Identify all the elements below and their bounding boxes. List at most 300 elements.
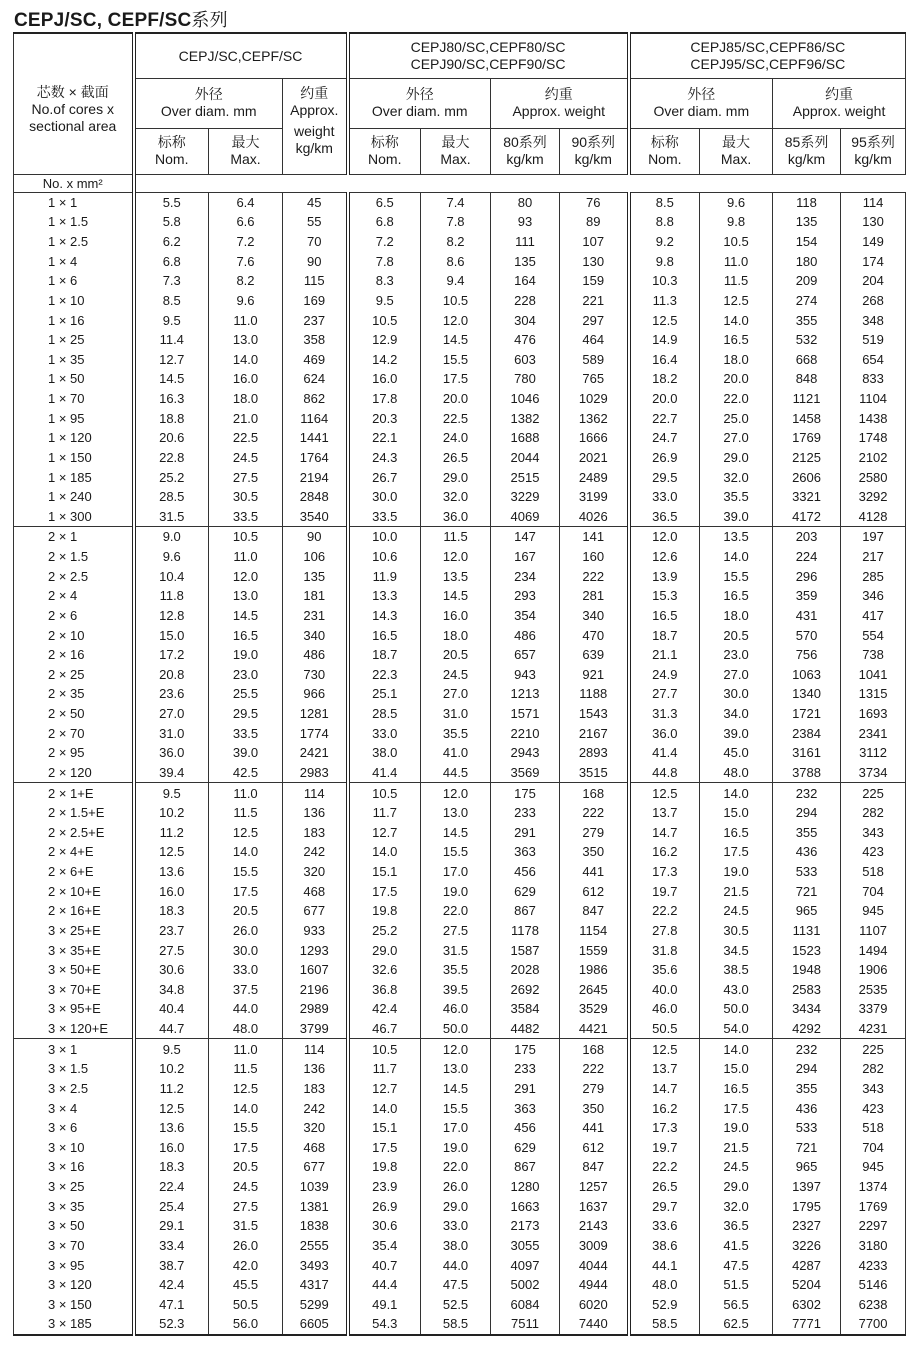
value-cell: 3229: [491, 487, 560, 507]
value-cell: 17.5: [348, 1138, 421, 1158]
cores-cell: 1 × 35: [14, 350, 134, 370]
value-cell: 26.7: [348, 467, 421, 487]
value-cell: 1693: [841, 704, 906, 724]
g2-max-cn: 最大: [441, 134, 470, 150]
value-cell: 29.0: [700, 1177, 773, 1197]
cores-cell: 1 × 4: [14, 251, 134, 271]
group1-header: CEPJ/SC,CEPF/SC: [134, 33, 348, 78]
value-cell: 16.0: [134, 1138, 209, 1158]
value-cell: 1906: [841, 960, 906, 980]
value-cell: 945: [841, 1157, 906, 1177]
value-cell: 441: [560, 862, 629, 882]
group2-header-line1: CEPJ80/SC,CEPF80/SC: [410, 38, 566, 55]
value-cell: 9.6: [700, 192, 773, 212]
value-cell: 436: [773, 1098, 841, 1118]
value-cell: 11.8: [134, 586, 209, 606]
value-cell: 2989: [283, 999, 348, 1019]
g3-wt-cn: 约重: [825, 86, 854, 102]
value-cell: 2194: [283, 467, 348, 487]
value-cell: 9.8: [700, 212, 773, 232]
value-cell: 7771: [773, 1314, 841, 1335]
value-cell: 183: [283, 823, 348, 843]
table-row: [14, 1138, 906, 1158]
value-cell: 23.0: [700, 645, 773, 665]
value-cell: 13.0: [421, 1059, 491, 1079]
value-cell: 279: [560, 1079, 629, 1099]
value-cell: 867: [491, 1157, 560, 1177]
value-cell: 343: [841, 823, 906, 843]
g2-s80-header: [491, 128, 560, 174]
table-row: [14, 1196, 906, 1216]
value-cell: 22.8: [134, 448, 209, 468]
value-cell: 39.0: [700, 723, 773, 743]
value-cell: 22.0: [421, 1157, 491, 1177]
value-cell: 519: [841, 330, 906, 350]
value-cell: 221: [560, 291, 629, 311]
value-cell: 12.8: [134, 606, 209, 626]
value-cell: 10.5: [209, 527, 283, 547]
value-cell: 2645: [560, 980, 629, 1000]
value-cell: 10.0: [348, 527, 421, 547]
table-row: [14, 1314, 906, 1335]
value-cell: 42.0: [209, 1255, 283, 1275]
value-cell: 58.5: [629, 1314, 700, 1335]
value-cell: 25.4: [134, 1196, 209, 1216]
value-cell: 29.1: [134, 1216, 209, 1236]
value-cell: 294: [773, 803, 841, 823]
value-cell: 15.0: [700, 1059, 773, 1079]
value-cell: 54.0: [700, 1019, 773, 1039]
value-cell: 4287: [773, 1255, 841, 1275]
value-cell: 45.5: [209, 1275, 283, 1295]
value-cell: 90: [283, 251, 348, 271]
value-cell: 24.5: [421, 665, 491, 685]
cores-cell: 2 × 6: [14, 606, 134, 626]
table-row: [14, 842, 906, 862]
value-cell: 26.5: [421, 448, 491, 468]
value-cell: 35.5: [700, 487, 773, 507]
value-cell: 363: [491, 1098, 560, 1118]
value-cell: 12.0: [421, 547, 491, 567]
value-cell: 677: [283, 1157, 348, 1177]
value-cell: 44.8: [629, 763, 700, 783]
cores-header-cn: 芯数 × 截面: [36, 84, 109, 101]
value-cell: 25.2: [348, 921, 421, 941]
value-cell: 22.3: [348, 665, 421, 685]
value-cell: 222: [560, 1059, 629, 1079]
value-cell: 943: [491, 665, 560, 685]
value-cell: 11.2: [134, 1079, 209, 1099]
cores-cell: 3 × 10: [14, 1138, 134, 1158]
value-cell: 296: [773, 566, 841, 586]
value-cell: 7440: [560, 1314, 629, 1335]
value-cell: 52.3: [134, 1314, 209, 1335]
value-cell: 12.5: [134, 1098, 209, 1118]
title-main: CEPJ/SC, CEPF/SC: [14, 10, 192, 31]
value-cell: 282: [841, 1059, 906, 1079]
g1-wt-en-weight: weight: [294, 122, 335, 139]
value-cell: 37.5: [209, 980, 283, 1000]
value-cell: 45: [283, 192, 348, 212]
value-cell: 294: [773, 1059, 841, 1079]
table-row: [14, 645, 906, 665]
value-cell: 22.0: [421, 901, 491, 921]
value-cell: 20.5: [421, 645, 491, 665]
cores-cell: 2 × 1: [14, 527, 134, 547]
value-cell: 15.1: [348, 1118, 421, 1138]
value-cell: 17.8: [348, 389, 421, 409]
value-cell: 31.0: [421, 704, 491, 724]
cores-cell: 3 × 120: [14, 1275, 134, 1295]
g2-wt-en: Approx. weight: [512, 103, 606, 119]
value-cell: 468: [283, 1138, 348, 1158]
value-cell: 16.0: [134, 881, 209, 901]
value-cell: 174: [841, 251, 906, 271]
value-cell: 16.5: [629, 606, 700, 626]
value-cell: 704: [841, 1138, 906, 1158]
value-cell: 10.5: [348, 783, 421, 803]
value-cell: 31.8: [629, 940, 700, 960]
value-cell: 570: [773, 625, 841, 645]
table-row: [14, 921, 906, 941]
value-cell: 47.5: [421, 1275, 491, 1295]
value-cell: 15.5: [421, 842, 491, 862]
value-cell: 36.5: [700, 1216, 773, 1236]
value-cell: 282: [841, 803, 906, 823]
g3-max-header: [700, 128, 773, 174]
value-cell: 23.7: [134, 921, 209, 941]
value-cell: 17.5: [421, 369, 491, 389]
value-cell: 18.2: [629, 369, 700, 389]
g1-max-header: [209, 128, 283, 174]
value-cell: 1494: [841, 940, 906, 960]
group3-header-line2: CEPJ95/SC,CEPF96/SC: [690, 55, 846, 72]
value-cell: 7511: [491, 1314, 560, 1335]
value-cell: 24.5: [209, 1177, 283, 1197]
cores-cell: 2 × 2.5: [14, 566, 134, 586]
value-cell: 30.6: [348, 1216, 421, 1236]
table-row: [14, 862, 906, 882]
table-row: [14, 369, 906, 389]
value-cell: 833: [841, 369, 906, 389]
value-cell: 13.0: [421, 803, 491, 823]
value-cell: 15.5: [700, 566, 773, 586]
value-cell: 933: [283, 921, 348, 941]
value-cell: 921: [560, 665, 629, 685]
table-row: [14, 1118, 906, 1138]
value-cell: 721: [773, 1138, 841, 1158]
table-row: [14, 547, 906, 567]
spec-table: [13, 32, 906, 1336]
value-cell: 346: [841, 586, 906, 606]
value-cell: 6238: [841, 1295, 906, 1315]
value-cell: 2983: [283, 763, 348, 783]
value-cell: 1571: [491, 704, 560, 724]
table-row: [14, 999, 906, 1019]
value-cell: 2535: [841, 980, 906, 1000]
g1-wt-unit: kg/km: [295, 139, 333, 156]
value-cell: 1039: [283, 1177, 348, 1197]
value-cell: 16.0: [421, 606, 491, 626]
value-cell: 203: [773, 527, 841, 547]
value-cell: 533: [773, 1118, 841, 1138]
value-cell: 39.4: [134, 763, 209, 783]
value-cell: 21.5: [700, 1138, 773, 1158]
value-cell: 5204: [773, 1275, 841, 1295]
value-cell: 58.5: [421, 1314, 491, 1335]
value-cell: 32.0: [421, 487, 491, 507]
value-cell: 183: [283, 1079, 348, 1099]
value-cell: 111: [491, 232, 560, 252]
value-cell: 1438: [841, 408, 906, 428]
value-cell: 320: [283, 862, 348, 882]
value-cell: 657: [491, 645, 560, 665]
value-cell: 1374: [841, 1177, 906, 1197]
value-cell: 1104: [841, 389, 906, 409]
cores-cell: 2 × 1+E: [14, 783, 134, 803]
value-cell: 115: [283, 271, 348, 291]
value-cell: 43.0: [700, 980, 773, 1000]
cores-cell: 1 × 150: [14, 448, 134, 468]
cores-cell: 1 × 70: [14, 389, 134, 409]
table-row: [14, 665, 906, 685]
value-cell: 30.0: [348, 487, 421, 507]
cores-cell: 2 × 25: [14, 665, 134, 685]
value-cell: 4421: [560, 1019, 629, 1039]
value-cell: 14.3: [348, 606, 421, 626]
value-cell: 22.1: [348, 428, 421, 448]
value-cell: 197: [841, 527, 906, 547]
value-cell: 1769: [841, 1196, 906, 1216]
value-cell: 225: [841, 1039, 906, 1059]
value-cell: 704: [841, 881, 906, 901]
value-cell: 1188: [560, 684, 629, 704]
cores-cell: 3 × 185: [14, 1314, 134, 1335]
table-row: [14, 586, 906, 606]
value-cell: 965: [773, 1157, 841, 1177]
g3-od-en: Over diam. mm: [653, 103, 750, 119]
value-cell: 46.0: [421, 999, 491, 1019]
value-cell: 16.5: [209, 625, 283, 645]
cores-cell: 2 × 35: [14, 684, 134, 704]
cores-cell: 3 × 16: [14, 1157, 134, 1177]
value-cell: 12.5: [209, 823, 283, 843]
value-cell: 589: [560, 350, 629, 370]
value-cell: 456: [491, 862, 560, 882]
value-cell: 19.0: [700, 862, 773, 882]
value-cell: 14.7: [629, 823, 700, 843]
value-cell: 52.5: [421, 1295, 491, 1315]
value-cell: 668: [773, 350, 841, 370]
value-cell: 225: [841, 783, 906, 803]
value-cell: 1559: [560, 940, 629, 960]
cores-cell: 2 × 10+E: [14, 881, 134, 901]
value-cell: 33.5: [209, 507, 283, 527]
value-cell: 159: [560, 271, 629, 291]
cores-cell: 3 × 35+E: [14, 940, 134, 960]
value-cell: 18.3: [134, 901, 209, 921]
value-cell: 12.5: [629, 1039, 700, 1059]
value-cell: 27.0: [700, 665, 773, 685]
value-cell: 3584: [491, 999, 560, 1019]
value-cell: 39.5: [421, 980, 491, 1000]
value-cell: 31.0: [134, 723, 209, 743]
value-cell: 12.0: [421, 1039, 491, 1059]
value-cell: 10.5: [348, 310, 421, 330]
value-cell: 44.1: [629, 1255, 700, 1275]
value-cell: 56.5: [700, 1295, 773, 1315]
value-cell: 2692: [491, 980, 560, 1000]
value-cell: 1213: [491, 684, 560, 704]
value-cell: 29.5: [629, 467, 700, 487]
cores-cell: 3 × 4: [14, 1098, 134, 1118]
value-cell: 31.5: [421, 940, 491, 960]
cores-cell: 1 × 16: [14, 310, 134, 330]
value-cell: 17.0: [421, 1118, 491, 1138]
value-cell: 14.5: [421, 1079, 491, 1099]
table-row: [14, 212, 906, 232]
value-cell: 10.2: [134, 1059, 209, 1079]
table-row: [14, 1019, 906, 1039]
value-cell: 24.7: [629, 428, 700, 448]
value-cell: 22.0: [700, 389, 773, 409]
value-cell: 15.5: [209, 862, 283, 882]
value-cell: 11.0: [209, 1039, 283, 1059]
value-cell: 533: [773, 862, 841, 882]
value-cell: 15.0: [134, 625, 209, 645]
value-cell: 22.2: [629, 1157, 700, 1177]
value-cell: 320: [283, 1118, 348, 1138]
value-cell: 10.3: [629, 271, 700, 291]
value-cell: 6.4: [209, 192, 283, 212]
value-cell: 14.5: [421, 586, 491, 606]
value-cell: 22.5: [421, 408, 491, 428]
value-cell: 19.7: [629, 881, 700, 901]
value-cell: 3734: [841, 763, 906, 783]
value-cell: 35.4: [348, 1236, 421, 1256]
value-cell: 2515: [491, 467, 560, 487]
value-cell: 518: [841, 1118, 906, 1138]
value-cell: 10.4: [134, 566, 209, 586]
value-cell: 36.0: [134, 743, 209, 763]
value-cell: 135: [283, 566, 348, 586]
value-cell: 629: [491, 1138, 560, 1158]
table-row: [14, 330, 906, 350]
table-row: [14, 803, 906, 823]
value-cell: 14.0: [348, 842, 421, 862]
value-cell: 30.6: [134, 960, 209, 980]
value-cell: 16.0: [209, 369, 283, 389]
value-cell: 12.5: [629, 310, 700, 330]
cores-cell: 3 × 6: [14, 1118, 134, 1138]
value-cell: 15.3: [629, 586, 700, 606]
table-row: [14, 389, 906, 409]
value-cell: 6.5: [348, 192, 421, 212]
value-cell: 33.0: [209, 960, 283, 980]
value-cell: 5146: [841, 1275, 906, 1295]
title-suffix: 系列: [191, 10, 228, 31]
value-cell: 12.0: [629, 527, 700, 547]
value-cell: 9.5: [134, 1039, 209, 1059]
value-cell: 423: [841, 1098, 906, 1118]
table-row: [14, 881, 906, 901]
value-cell: 6020: [560, 1295, 629, 1315]
value-cell: 431: [773, 606, 841, 626]
value-cell: 765: [560, 369, 629, 389]
g3-nom-cn: 标称: [650, 134, 679, 150]
value-cell: 12.6: [629, 547, 700, 567]
g3-od-cn: 外径: [687, 86, 716, 102]
g3-nom-en: Nom.: [648, 151, 682, 167]
value-cell: 169: [283, 291, 348, 311]
value-cell: 130: [560, 251, 629, 271]
value-cell: 10.6: [348, 547, 421, 567]
value-cell: 23.0: [209, 665, 283, 685]
g3-od-header: [629, 78, 773, 128]
value-cell: 2210: [491, 723, 560, 743]
value-cell: 130: [841, 212, 906, 232]
value-cell: 6084: [491, 1295, 560, 1315]
value-cell: 136: [283, 1059, 348, 1079]
value-cell: 29.0: [421, 467, 491, 487]
value-cell: 27.5: [209, 1196, 283, 1216]
value-cell: 11.4: [134, 330, 209, 350]
value-cell: 38.5: [700, 960, 773, 980]
value-cell: 359: [773, 586, 841, 606]
value-cell: 40.4: [134, 999, 209, 1019]
value-cell: 2848: [283, 487, 348, 507]
value-cell: 16.5: [700, 1079, 773, 1099]
value-cell: 29.5: [209, 704, 283, 724]
value-cell: 39.0: [700, 507, 773, 527]
value-cell: 2583: [773, 980, 841, 1000]
table-row: [14, 1157, 906, 1177]
value-cell: 19.0: [421, 1138, 491, 1158]
value-cell: 847: [560, 901, 629, 921]
table-row: [14, 743, 906, 763]
table-row: [14, 704, 906, 724]
value-cell: 3493: [283, 1255, 348, 1275]
value-cell: 1458: [773, 408, 841, 428]
value-cell: 35.5: [421, 960, 491, 980]
value-cell: 50.5: [629, 1019, 700, 1039]
value-cell: 780: [491, 369, 560, 389]
value-cell: 358: [283, 330, 348, 350]
value-cell: 20.0: [421, 389, 491, 409]
value-cell: 13.5: [700, 527, 773, 547]
value-cell: 38.0: [421, 1236, 491, 1256]
value-cell: 19.0: [700, 1118, 773, 1138]
value-cell: 18.7: [348, 645, 421, 665]
value-cell: 38.0: [348, 743, 421, 763]
value-cell: 10.5: [348, 1039, 421, 1059]
value-cell: 27.0: [134, 704, 209, 724]
value-cell: 3529: [560, 999, 629, 1019]
value-cell: 1795: [773, 1196, 841, 1216]
value-cell: 45.0: [700, 743, 773, 763]
cores-cell: 1 × 50: [14, 369, 134, 389]
value-cell: 7.4: [421, 192, 491, 212]
g3-wt-header: [773, 78, 906, 128]
value-cell: 1769: [773, 428, 841, 448]
g2-nom-cn: 标称: [370, 134, 399, 150]
value-cell: 38.7: [134, 1255, 209, 1275]
cores-header-en: No.of cores x sectional area: [29, 101, 117, 135]
table-row: [14, 783, 906, 803]
value-cell: 31.5: [134, 507, 209, 527]
value-cell: 11.0: [209, 310, 283, 330]
table-row: [14, 763, 906, 783]
